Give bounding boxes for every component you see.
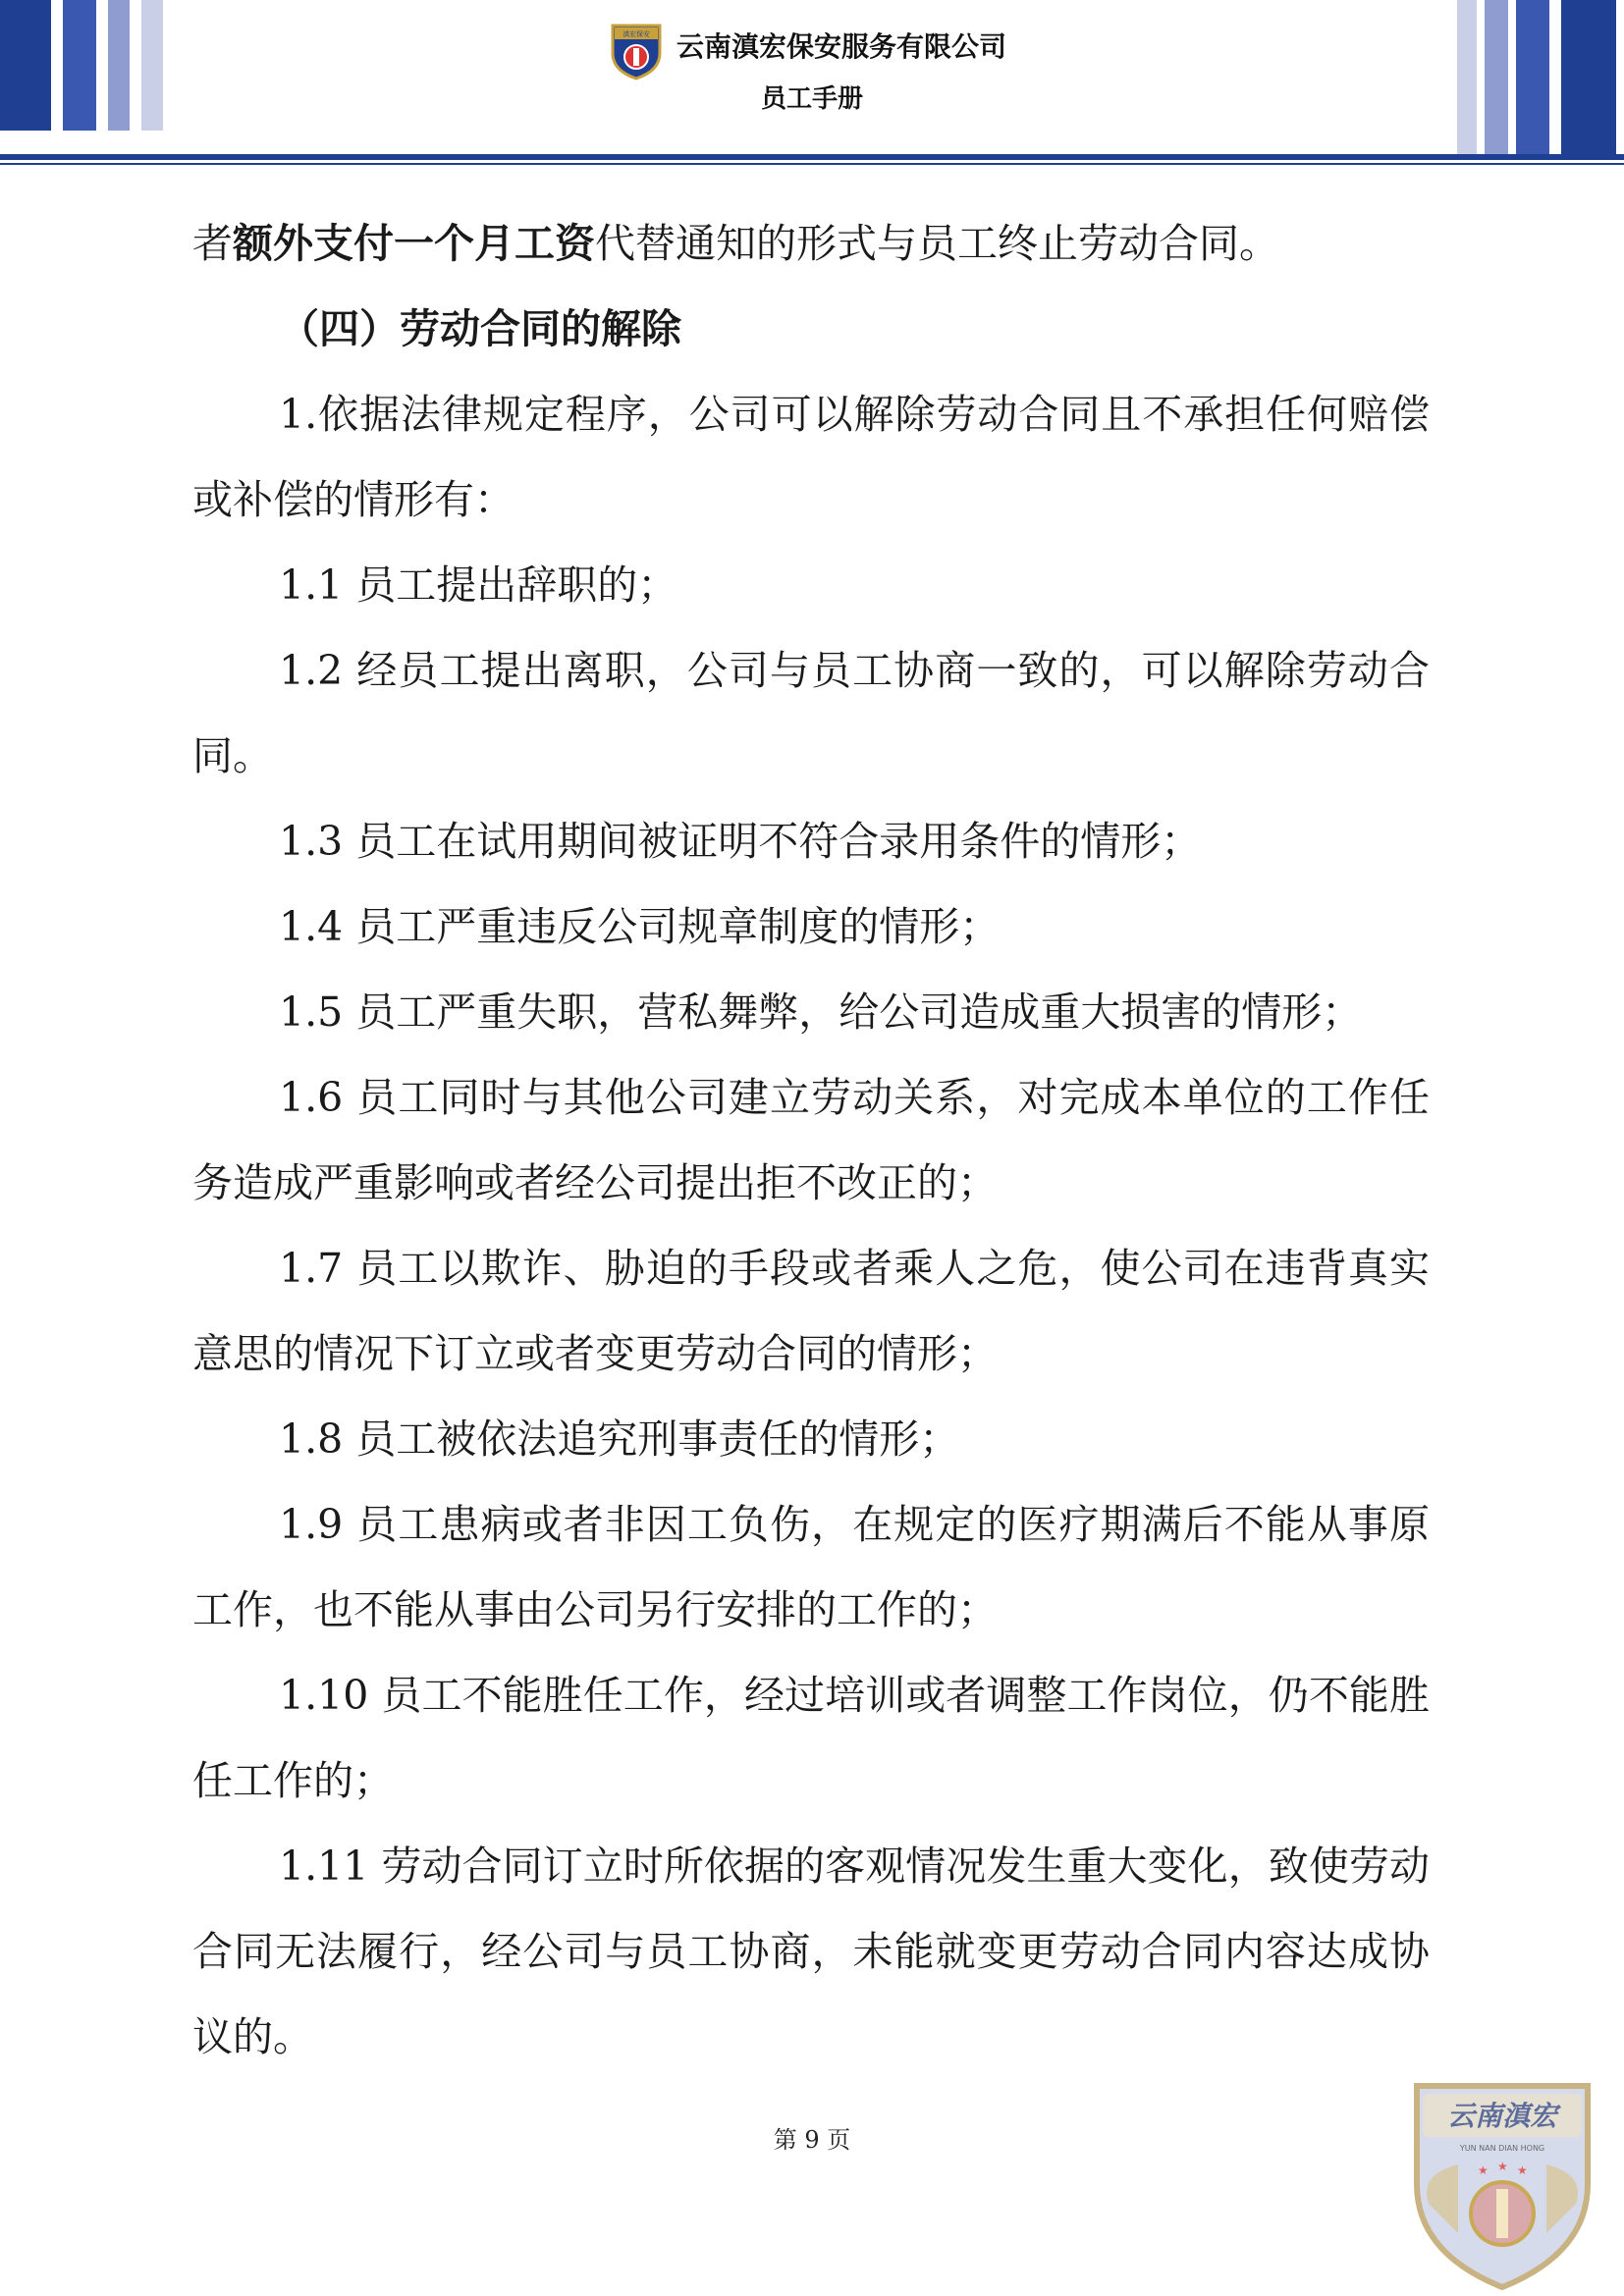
paragraph-continuation — [192, 201, 1430, 287]
list-item: 1.5 员工严重失职，营私舞弊，给公司造成重大损害的情形； — [279, 988, 1363, 1036]
list-item: 1.1 员工提出辞职的； — [279, 561, 678, 609]
para0-post: 代替通知的形式与员工终止劳动合同。 — [595, 220, 1279, 267]
emblem-lettering: 云南滇宏 — [1446, 2100, 1558, 2132]
svg-text:★: ★ — [1497, 2160, 1508, 2173]
list-item: 1.4 员工严重违反公司规章制度的情形； — [279, 903, 1001, 950]
list-item: 1.3 员工在试用期间被证明不符合录用条件的情形； — [279, 818, 1202, 865]
list-item: 1.7 员工以欺诈、胁迫的手段或者乘人之危，使公司在违背真实意思的情况下订立或者变更劳动合同的情形； — [192, 1245, 1430, 1377]
header-rule — [0, 154, 1624, 160]
header-rule-thin — [0, 163, 1624, 165]
list-item: 1.9 员工患病或者非因工负伤，在规定的医疗期满后不能从事原工作，也不能从事由公司另行安排的工作的； — [192, 1501, 1430, 1633]
company-name: 云南滇宏保安服务有限公司 — [676, 30, 1006, 63]
list-item: 1.2 经员工提出离职，公司与员工协商一致的，可以解除劳动合同。 — [192, 647, 1430, 779]
section-heading: （四）劳动合同的解除 — [279, 305, 681, 352]
list-item: 1.依据法律规定程序，公司可以解除劳动合同且不承担任何赔偿或补偿的情形有： — [192, 391, 1430, 523]
page-number: 第 9 页 — [773, 2126, 851, 2154]
list-item: 1.11 劳动合同订立时所依据的客观情况发生重大变化，致使劳动合同无法履行，经公司与员工协商，未能就变更劳动合同内容达成协议的。 — [192, 1842, 1430, 2060]
logo-lettering: 滇宏保安 — [623, 30, 650, 38]
para0-bold: 额外支付一个月工资 — [233, 220, 595, 267]
svg-text:★: ★ — [1517, 2163, 1528, 2177]
list-item: 1.8 员工被依法追究刑事责任的情形； — [279, 1415, 960, 1463]
para0-pre: 者 — [192, 220, 233, 267]
emblem-subtext: YUN NAN DIAN HONG — [1459, 2144, 1545, 2153]
emblem-watermark-icon — [1399, 2066, 1605, 2292]
document-title: 员工手册 — [760, 84, 863, 114]
list-item: 1.6 员工同时与其他公司建立劳动关系，对完成本单位的工作任务造成严重影响或者经公司提出拒不改正的； — [192, 1074, 1430, 1206]
list-item: 1.10 员工不能胜任工作，经过培训或者调整工作岗位，仍不能胜任工作的； — [192, 1672, 1430, 1804]
svg-text:★: ★ — [1478, 2163, 1489, 2177]
page-body — [192, 201, 1430, 2080]
